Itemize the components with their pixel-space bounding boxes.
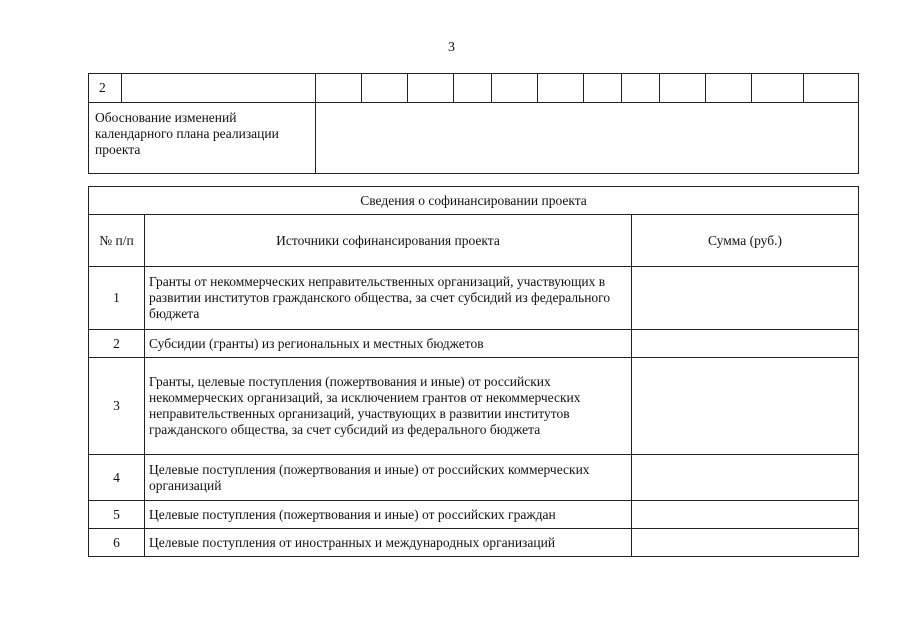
row-number-cell: 2 (89, 74, 122, 103)
month-cell[interactable] (454, 74, 492, 103)
table-row (89, 103, 859, 174)
page-number: 3 (448, 40, 455, 55)
header-source: Источники софинансирования проекта (145, 215, 632, 267)
row-source: Гранты, целевые поступления (пожертвования и иные) от российских некоммерческих организаций, за исключением грантов от некоммерческих неправительственных организаций, участвующих в развитии институтов гражданского общества, за счет субсидий из федерального бюджета (145, 358, 632, 455)
row-source: Целевые поступления (пожертвования и иные) от российских коммерческих организаций (145, 455, 632, 501)
row-number: 6 (89, 529, 145, 557)
row-amount-field[interactable] (632, 455, 859, 501)
row-amount-field[interactable] (632, 501, 859, 529)
table-row (89, 358, 859, 455)
header-number: № п/п (89, 215, 145, 267)
row-amount-field[interactable] (632, 267, 859, 330)
table-row (89, 501, 859, 529)
row-amount-field[interactable] (632, 330, 859, 358)
month-cell[interactable] (538, 74, 584, 103)
table-row (89, 330, 859, 358)
month-cell[interactable] (316, 74, 362, 103)
table-row (89, 455, 859, 501)
table-row (89, 74, 859, 103)
month-cell[interactable] (584, 74, 622, 103)
month-cell[interactable] (804, 74, 859, 103)
row-source: Целевые поступления (пожертвования и иные) от российских граждан (145, 501, 632, 529)
table-header-row (89, 215, 859, 267)
row-source: Целевые поступления от иностранных и международных организаций (145, 529, 632, 557)
event-cell[interactable] (122, 74, 316, 103)
month-cell[interactable] (492, 74, 538, 103)
row-amount-field[interactable] (632, 529, 859, 557)
month-cell[interactable] (660, 74, 706, 103)
row-number: 2 (89, 330, 145, 358)
justification-field[interactable] (316, 103, 859, 174)
month-cell[interactable] (752, 74, 804, 103)
row-amount-field[interactable] (632, 358, 859, 455)
cofinancing-table (88, 186, 859, 557)
month-cell[interactable] (622, 74, 660, 103)
row-number: 3 (89, 358, 145, 455)
month-cell[interactable] (706, 74, 752, 103)
table-title: Сведения о софинансировании проекта (89, 187, 859, 215)
row-number: 1 (89, 267, 145, 330)
month-cell[interactable] (408, 74, 454, 103)
justification-label: Обоснование изменений календарного плана реализации проекта (89, 103, 316, 174)
month-cell[interactable] (362, 74, 408, 103)
table-row (89, 529, 859, 557)
row-source: Субсидии (гранты) из региональных и местных бюджетов (145, 330, 632, 358)
row-number: 4 (89, 455, 145, 501)
row-number: 5 (89, 501, 145, 529)
row-source: Гранты от некоммерческих неправительственных организаций, участвующих в развитии институтов гражданского общества, за счет субсидий из федерального бюджета (145, 267, 632, 330)
table-title-row (89, 187, 859, 215)
table-row (89, 267, 859, 330)
header-amount: Сумма (руб.) (632, 215, 859, 267)
calendar-plan-table (88, 73, 859, 174)
